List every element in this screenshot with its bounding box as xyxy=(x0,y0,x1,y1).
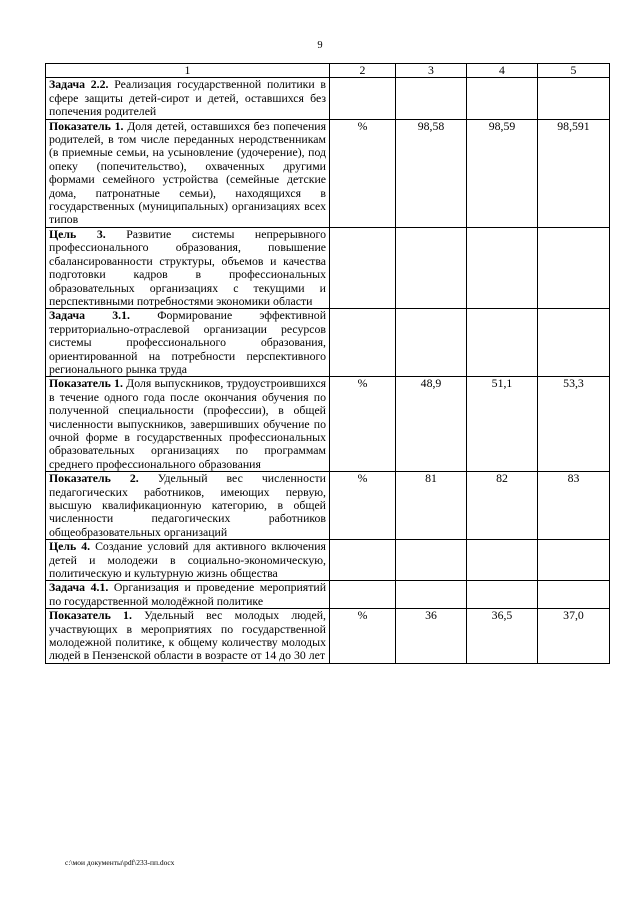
unit-cell xyxy=(330,309,396,377)
row-label: Показатель 1. xyxy=(49,376,123,391)
value-cell: 36 xyxy=(396,609,467,664)
value-cell: 36,5 xyxy=(467,609,538,664)
row-text: Реализация государственной политики в сфере защиты детей-сирот и детей, оставшихся без попечения родителей xyxy=(49,77,326,119)
row-text: Удельный вес молодых людей, участвующих в мероприятиях по государственной молодежной политике, к общему количеству молодых людей в Пензенской области в возрасте от 14 до 30 лет xyxy=(49,608,326,663)
value-cell: 98,591 xyxy=(538,119,610,227)
unit-cell: % xyxy=(330,377,396,472)
table-row xyxy=(46,309,610,377)
unit-cell: % xyxy=(330,472,396,540)
row-description xyxy=(46,309,330,377)
unit-cell xyxy=(330,581,396,609)
row-text: Доля детей, оставшихся без попечения родителей, в том числе переданных неродственникам (в приемные семьи, на усыновление (удочерение), под опеку (попечительство), охваченных другими формами семейного устройства (семейные детские дома, патронатные семьи), находящихся в государственных (муниципальных) организациях всех типов xyxy=(49,118,326,227)
table-row xyxy=(46,78,610,119)
row-text: Формирование эффективной территориально-отраслевой организации ресурсов системы профессионального образования, ориентированной на потребности перспективного регионального рынка труда xyxy=(49,308,327,376)
table-row xyxy=(46,472,610,540)
row-description xyxy=(46,609,330,664)
row-text: Доля выпускников, трудоустроившихся в течение одного года после окончания обучения по полученной специальности (профессии), в общей численности выпускников, завершивших обучение по очной форме в государственных профессиональных образовательных организациях по программам среднего профессионального образования xyxy=(49,376,326,471)
value-cell xyxy=(467,227,538,308)
row-text: Удельный вес численности педагогических работников, имеющих первую, высшую квалификационную категорию, в общей численности педагогических работников общеобразовательных организаций xyxy=(49,471,326,539)
unit-cell xyxy=(330,540,396,581)
value-cell xyxy=(538,540,610,581)
unit-cell: % xyxy=(330,119,396,227)
value-cell: 48,9 xyxy=(396,377,467,472)
value-cell: 53,3 xyxy=(538,377,610,472)
header-cell: 3 xyxy=(396,64,467,78)
value-cell xyxy=(538,309,610,377)
row-text: Организация и проведение мероприятий по государственной молодёжной политике xyxy=(49,580,327,608)
table-row xyxy=(46,581,610,609)
value-cell: 51,1 xyxy=(467,377,538,472)
row-description xyxy=(46,540,330,581)
value-cell: 37,0 xyxy=(538,609,610,664)
value-cell xyxy=(467,78,538,119)
table-row xyxy=(46,609,610,664)
value-cell: 81 xyxy=(396,472,467,540)
row-description xyxy=(46,581,330,609)
table-row xyxy=(46,540,610,581)
table-header-row xyxy=(46,64,610,78)
value-cell xyxy=(396,581,467,609)
header-cell: 4 xyxy=(467,64,538,78)
row-label: Задача 3.1. xyxy=(49,308,130,323)
value-cell: 83 xyxy=(538,472,610,540)
value-cell xyxy=(396,309,467,377)
value-cell xyxy=(538,227,610,308)
header-cell: 1 xyxy=(46,64,330,78)
unit-cell: % xyxy=(330,609,396,664)
value-cell: 98,58 xyxy=(396,119,467,227)
value-cell: 98,59 xyxy=(467,119,538,227)
row-label: Цель 4. xyxy=(49,539,91,554)
value-cell xyxy=(396,540,467,581)
unit-cell xyxy=(330,78,396,119)
table-row xyxy=(46,377,610,472)
file-path-footer: c:\мои документы\pdf\233-пп.docx xyxy=(65,858,175,867)
row-description xyxy=(46,472,330,540)
value-cell xyxy=(538,78,610,119)
page-number: 9 xyxy=(317,40,323,51)
row-description xyxy=(46,377,330,472)
value-cell xyxy=(396,78,467,119)
row-label: Показатель 1. xyxy=(49,118,124,133)
row-label: Задача 2.2. xyxy=(49,77,109,92)
value-cell xyxy=(467,540,538,581)
row-text: Создание условий для активного включения детей и молодежи в социально-экономическую, политическую и культурную жизнь общества xyxy=(49,539,326,581)
header-cell: 2 xyxy=(330,64,396,78)
value-cell xyxy=(538,581,610,609)
value-cell xyxy=(467,309,538,377)
row-label: Показатель 1. xyxy=(49,608,132,623)
row-label: Цель 3. xyxy=(49,226,106,241)
table-row xyxy=(46,227,610,308)
unit-cell xyxy=(330,227,396,308)
row-label: Показатель 2. xyxy=(49,471,139,486)
row-label: Задача 4.1. xyxy=(49,580,109,595)
row-text: Развитие системы непрерывного профессионального образования, повышение сбалансированности структуры, объемов и качества подготовки кадров в профессиональных образовательных организациях с текущими и перспективными потребностями экономики области xyxy=(49,226,326,308)
indicators-table xyxy=(45,63,610,664)
table-row xyxy=(46,119,610,227)
row-description xyxy=(46,119,330,227)
row-description xyxy=(46,78,330,119)
value-cell xyxy=(396,227,467,308)
value-cell xyxy=(467,581,538,609)
header-cell: 5 xyxy=(538,64,610,78)
row-description xyxy=(46,227,330,308)
value-cell: 82 xyxy=(467,472,538,540)
